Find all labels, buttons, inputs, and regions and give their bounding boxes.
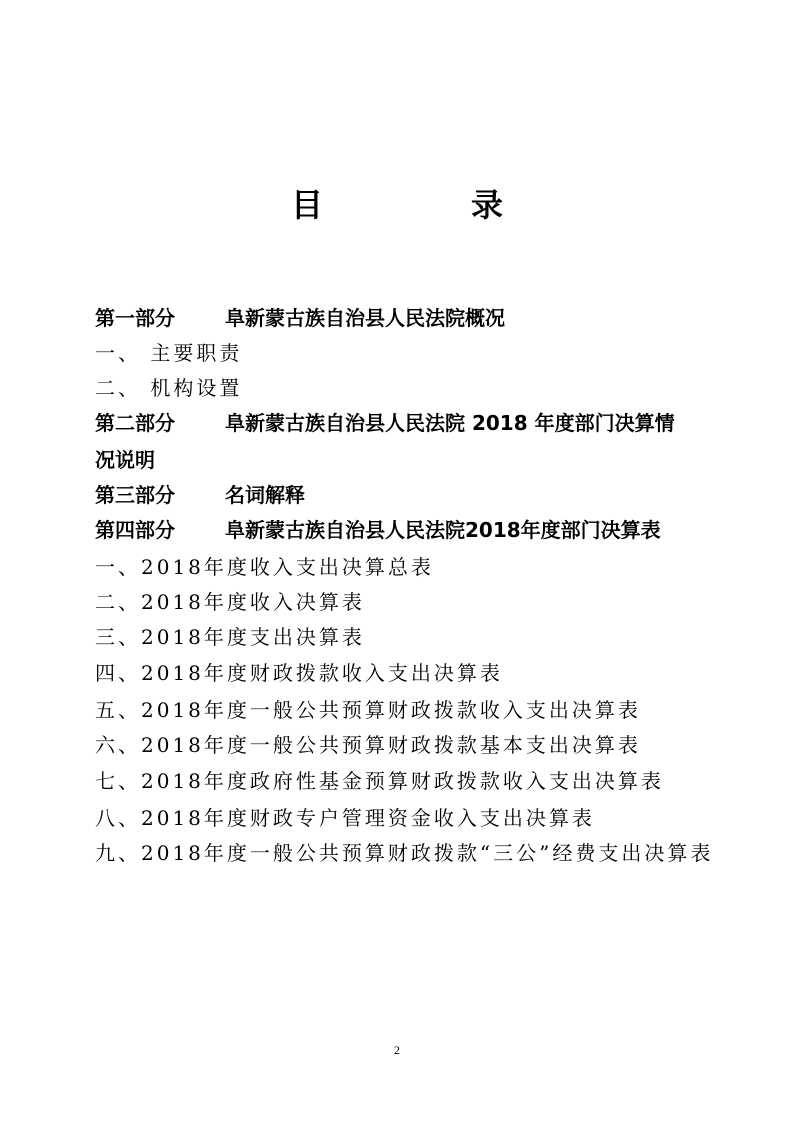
toc-part-1[interactable]	[95, 306, 505, 330]
toc-item[interactable]: 八、2018年度财政专户管理资金收入支出决算表	[95, 806, 595, 830]
toc-item[interactable]: 九、2018年度一般公共预算财政拨款“三公”经费支出决算表	[95, 841, 714, 865]
toc-item[interactable]: 三、2018年度支出决算表	[95, 625, 365, 649]
toc-part-4[interactable]	[95, 518, 661, 542]
toc-part-label: 第二部分	[95, 411, 175, 435]
toc-part-text: 阜新蒙古族自治县人民法院 2018 年度部门决算情	[225, 411, 675, 435]
toc-part-text: 阜新蒙古族自治县人民法院概况	[225, 306, 505, 330]
toc-part-text: 阜新蒙古族自治县人民法院2018年度部门决算表	[225, 518, 661, 542]
toc-item[interactable]: 七、2018年度政府性基金预算财政拨款收入支出决算表	[95, 769, 664, 793]
toc-part-2[interactable]	[95, 411, 675, 435]
toc-part-label: 第四部分	[95, 518, 175, 542]
toc-item[interactable]: 一、2018年度收入支出决算总表	[95, 555, 434, 579]
toc-title: 目 录	[290, 186, 561, 224]
toc-part-2-continuation[interactable]: 况说明	[95, 448, 155, 472]
page-number: 2	[394, 1043, 400, 1057]
toc-item[interactable]: 二、 机构设置	[95, 376, 243, 400]
toc-item[interactable]: 五、2018年度一般公共预算财政拨款收入支出决算表	[95, 698, 641, 722]
toc-part-label: 第三部分	[95, 483, 175, 507]
toc-item[interactable]: 一、 主要职责	[95, 341, 243, 365]
toc-item[interactable]: 六、2018年度一般公共预算财政拨款基本支出决算表	[95, 733, 641, 757]
toc-part-text: 名词解释	[225, 483, 305, 507]
toc-part-label: 第一部分	[95, 306, 175, 330]
toc-item[interactable]: 四、2018年度财政拨款收入支出决算表	[95, 661, 503, 685]
toc-item[interactable]: 二、2018年度收入决算表	[95, 590, 365, 614]
toc-part-3[interactable]	[95, 483, 305, 507]
